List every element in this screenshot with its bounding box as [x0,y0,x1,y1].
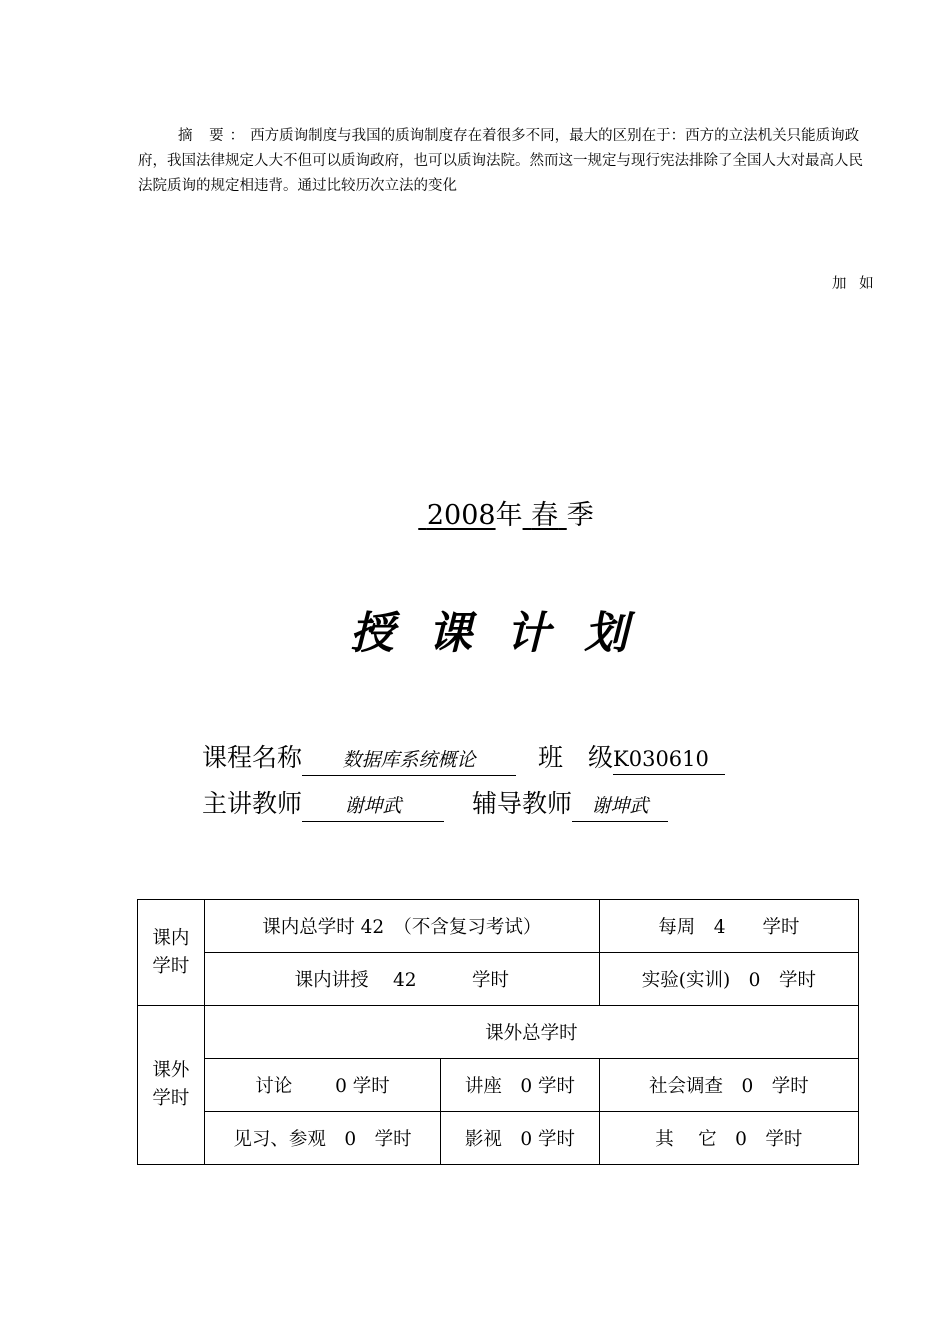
lab-hours: 实验(实训) 0 学时 [599,953,858,1006]
course-name-label: 课程名称 [202,743,303,772]
table-row [138,1006,859,1059]
table-row [138,953,859,1006]
course-info-row-2 [202,786,668,822]
table-row [138,900,859,953]
teacher-value: 谢坤武 [302,791,444,822]
table-row [138,1059,859,1112]
class-label: 班 级 [538,743,614,772]
in-class-total: 课内总学时 42 （不含复习考试） [204,900,599,953]
video-hours: 影视 0 学时 [441,1112,600,1165]
other-hours: 其 它 0 学时 [599,1112,858,1165]
abstract-paragraph [138,124,873,199]
seminar-hours: 讲座 0 学时 [441,1059,600,1112]
season-line [0,496,950,536]
abstract-label: 摘 要： [178,128,251,144]
weekly-hours: 每周 4 学时 [599,900,858,953]
tutor-label: 辅导教师 [472,789,573,818]
season-suffix: 季 [566,500,594,531]
season-value: 春 [531,500,559,531]
course-info-row-1 [202,740,725,776]
year-value: 2008 [426,500,496,531]
lecture-hours: 课内讲授 42 学时 [204,953,599,1006]
table-row [138,1112,859,1165]
discussion-hours: 讨论 0 学时 [204,1059,440,1112]
teacher-label: 主讲教师 [202,789,303,818]
year-suffix: 年 [495,500,523,531]
corner-text: 加 如 [832,276,878,292]
page-title: 授课计划 [350,608,662,659]
visit-hours: 见习、参观 0 学时 [204,1112,440,1165]
abstract-text: 西方质询制度与我国的质询制度存在着很多不同，最大的区别在于：西方的立法机关只能质询政府，我国法律规定人大不但可以质询政府，也可以质询法院。然而这一规定与现行宪法排除了全国人大对最高人民法院质询的规定相违背。通过比较历次立法的变化 [138,128,863,194]
course-name-value: 数据库系统概论 [302,745,516,776]
out-class-header: 课外 学时 [138,1006,205,1165]
survey-hours: 社会调查 0 学时 [599,1059,858,1112]
out-class-total: 课外总学时 [204,1006,858,1059]
class-value: K030610 [613,744,725,775]
tutor-value: 谢坤武 [572,791,668,822]
hours-table [137,899,859,1165]
in-class-header: 课内 学时 [138,900,205,1006]
